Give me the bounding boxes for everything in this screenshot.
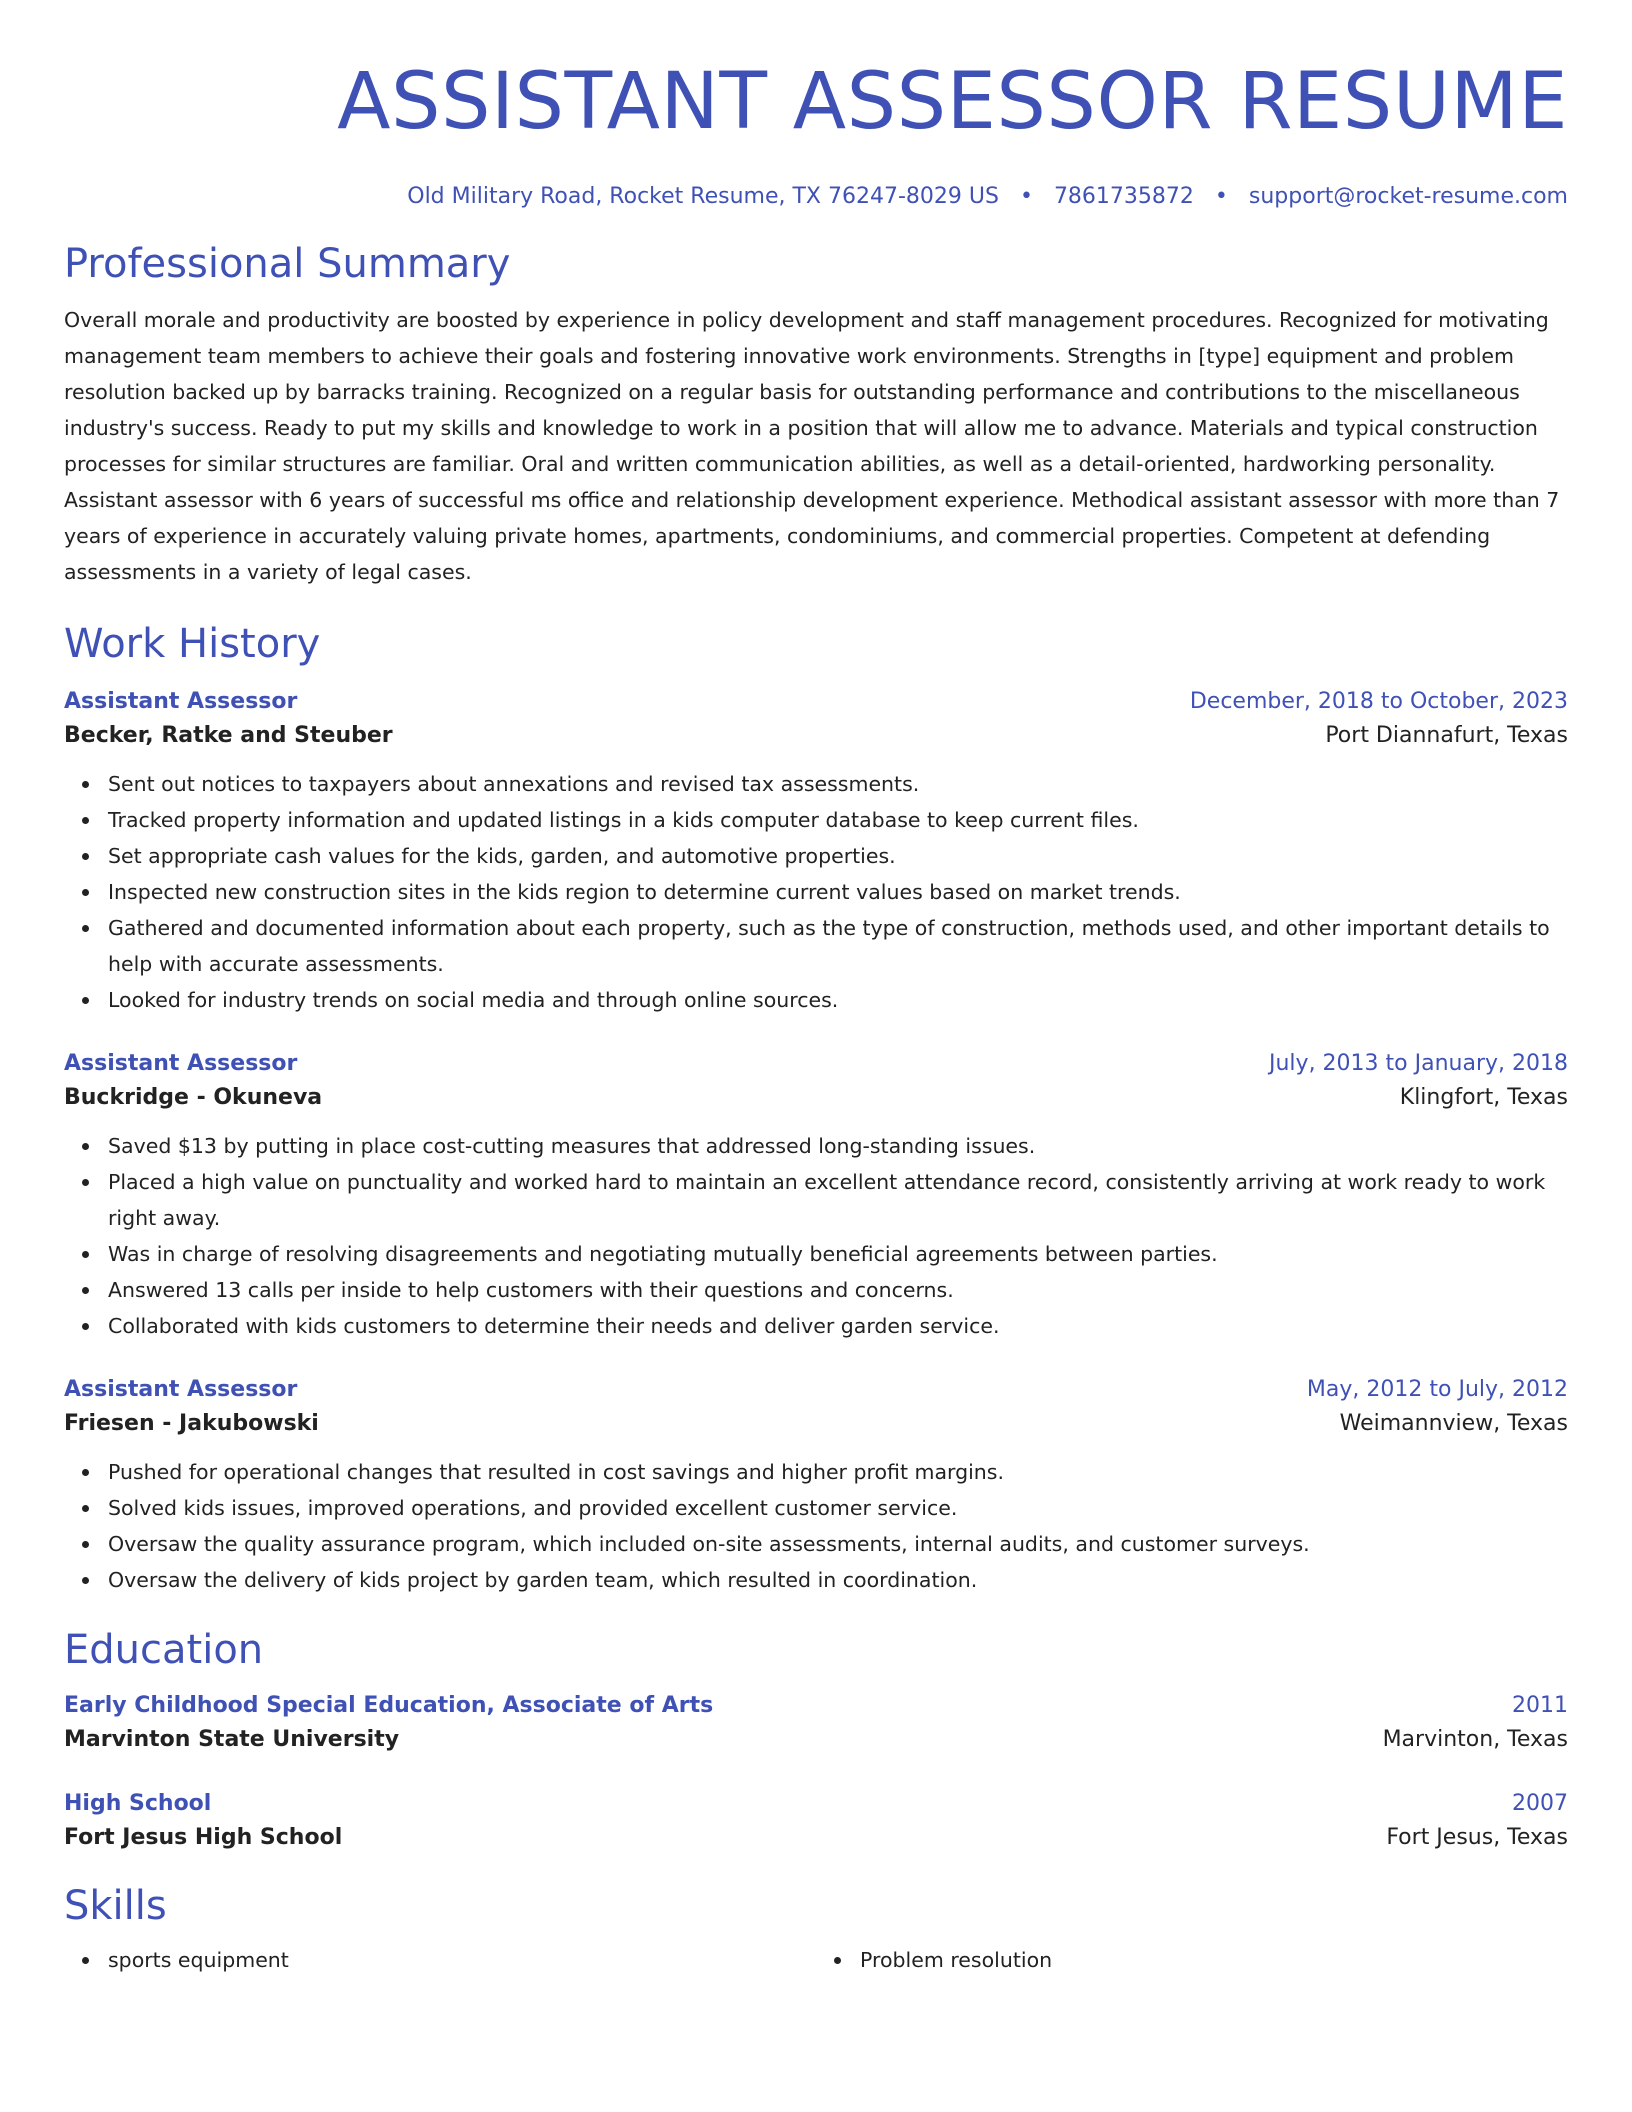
job-bullet: Set appropriate cash values for the kids, garden, and automotive properties. [108,838,1568,874]
contact-address: Old Military Road, Rocket Resume, TX 76247-8029 US [407,184,999,209]
education-entry [64,1788,1568,1856]
job-company-row [64,1080,1568,1116]
job-location: Klingfort, Texas [1399,1085,1568,1110]
skill-item: sports equipment [108,1942,816,1978]
job-bullet: Tracked property information and updated listings in a kids computer database to keep current files. [108,802,1568,838]
job-title-row [64,686,1568,718]
job-dates: July, 2013 to January, 2018 [1269,1051,1568,1076]
job-bullets [64,1454,1568,1598]
job-company-row [64,718,1568,754]
job-bullet: Pushed for operational changes that resulted in cost savings and higher profit margins. [108,1454,1568,1490]
job-bullet: Sent out notices to taxpayers about annexations and revised tax assessments. [108,766,1568,802]
job-bullet: Answered 13 calls per inside to help customers with their questions and concerns. [108,1272,1568,1308]
job-dates: May, 2012 to July, 2012 [1306,1377,1568,1402]
contact-separator: • [1214,184,1228,209]
job-bullet: Solved kids issues, improved operations, and provided excellent customer service. [108,1490,1568,1526]
education-degree: High School [64,1791,212,1816]
education-school: Fort Jesus High School [64,1825,343,1850]
job-bullet: Collaborated with kids customers to determine their needs and deliver garden service. [108,1308,1568,1344]
skills-column-left [64,1942,816,1978]
skills-list [64,1942,1568,1978]
contact-phone: 7861735872 [1053,184,1194,209]
job-entry [64,1374,1568,1598]
education-school: Marvinton State University [64,1727,400,1752]
job-entry [64,1048,1568,1344]
job-bullet: Oversaw the delivery of kids project by garden team, which resulted in coordination. [108,1562,1568,1598]
education-school-row [64,1722,1568,1758]
work-history-heading: Work History [64,621,321,667]
job-bullet: Placed a high value on punctuality and worked hard to maintain an excellent attendance record, consistently arriving at work ready to work right away. [108,1164,1568,1236]
skills-heading: Skills [64,1883,167,1929]
job-bullets [64,766,1568,1018]
resume-title: ASSISTANT ASSESSOR RESUME [337,57,1568,147]
job-bullet: Inspected new construction sites in the kids region to determine current values based on market trends. [108,874,1568,910]
job-title-row [64,1048,1568,1080]
job-company: Buckridge - Okuneva [64,1085,323,1110]
job-bullet: Gathered and documented information about each property, such as the type of construction, methods used, and other important details to help with accurate assessments. [108,910,1568,982]
education-year: 2007 [1512,1791,1568,1816]
education-degree-row [64,1690,1568,1722]
contact-separator: • [1019,184,1033,209]
job-location: Port Diannafurt, Texas [1325,723,1568,748]
job-company: Friesen - Jakubowski [64,1411,319,1436]
education-entry [64,1690,1568,1758]
job-role: Assistant Assessor [64,689,298,714]
education-degree-row [64,1788,1568,1820]
education-location: Marvinton, Texas [1382,1727,1568,1752]
job-entry [64,686,1568,1018]
job-title-row [64,1374,1568,1406]
job-role: Assistant Assessor [64,1051,298,1076]
job-location: Weimannview, Texas [1339,1411,1568,1436]
job-bullets [64,1128,1568,1344]
summary-heading: Professional Summary [64,241,511,287]
education-location: Fort Jesus, Texas [1386,1825,1568,1850]
contact-email: support@rocket-resume.com [1248,184,1568,209]
job-bullet: Oversaw the quality assurance program, which included on-site assessments, internal audits, and customer surveys. [108,1526,1568,1562]
job-bullet: Looked for industry trends on social media and through online sources. [108,982,1568,1018]
summary-text: Overall morale and productivity are boosted by experience in policy development and staff management procedures. Recognized for motivating management team members to achieve their goals and fostering innovative work environments. Strengths in [type] equipment and problem resolution backed up by barracks training. Recognized on a regular basis for outstanding performance and contributions to the miscellaneous industry's success. Ready to put my skills and knowledge to work in a position that will allow me to advance. Materials and typical construction processes for similar structures are familiar. Oral and written communication abilities, as well as a detail-oriented, hardworking personality. Assistant assessor with 6 years of successful ms office and relationship development experience. Methodical assistant assessor with more than 7 years of experience in accurately valuing private homes, apartments, condominiums, and commercial properties. Competent at defending assessments in a variety of legal cases. [64,308,1560,584]
job-company: Becker, Ratke and Steuber [64,723,393,748]
job-bullet: Was in charge of resolving disagreements and negotiating mutually beneficial agreements between parties. [108,1236,1568,1272]
job-company-row [64,1406,1568,1442]
job-role: Assistant Assessor [64,1377,298,1402]
contact-line [64,182,1568,212]
education-degree: Early Childhood Special Education, Associate of Arts [64,1693,714,1718]
job-bullet: Saved $13 by putting in place cost-cutting measures that addressed long-standing issues. [108,1128,1568,1164]
resume-header [64,48,1568,212]
skills-column-right [816,1942,1568,1978]
job-dates: December, 2018 to October, 2023 [1189,689,1568,714]
education-school-row [64,1820,1568,1856]
skill-item: Problem resolution [860,1942,1568,1978]
education-heading: Education [64,1627,264,1673]
education-year: 2011 [1512,1693,1568,1718]
